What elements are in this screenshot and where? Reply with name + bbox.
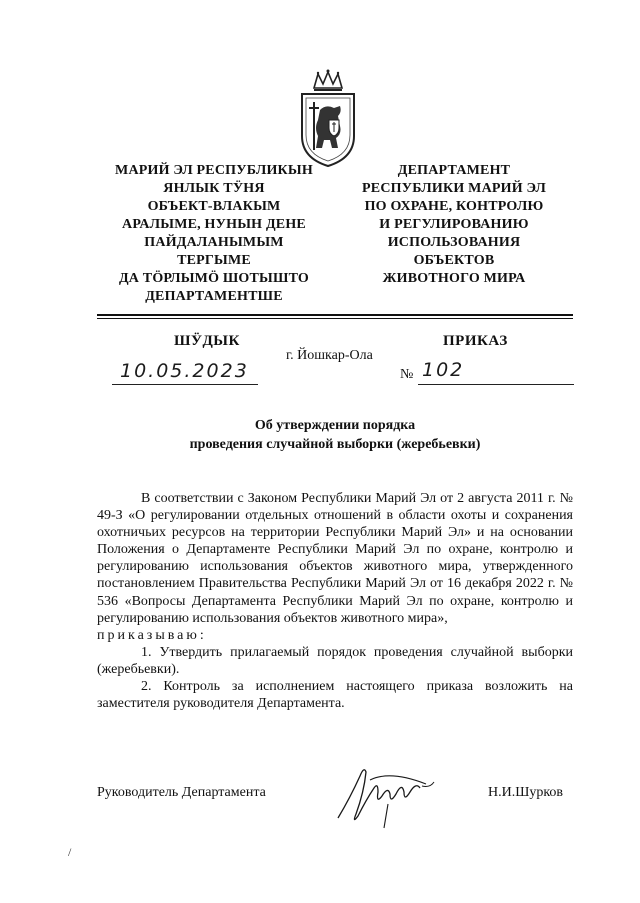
header-left-line: ПАЙДАЛАНЫМЫМ (144, 235, 284, 250)
margin-mark: / (68, 845, 72, 859)
body-item: 1. Утвердить прилагаемый порядок проведения случайной выборки (жеребьевки). (97, 644, 573, 677)
doc-number-sign: № (400, 367, 414, 382)
header-left-line: АРАЛЫМЕ, НУНЫН ДЕНЕ (122, 217, 306, 232)
header-org-name-mari (100, 162, 328, 306)
header-right-line: ДЕПАРТАМЕНТ (397, 163, 511, 178)
signatory-name: Н.И.Шурков (488, 785, 564, 800)
header-divider (97, 314, 573, 316)
header-left-line: МАРИЙ ЭЛ РЕСПУБЛИКЫН (115, 163, 313, 178)
header-right-line: И РЕГУЛИРОВАНИЮ (379, 217, 529, 232)
body-paragraph (97, 490, 573, 644)
header-left-line: ДЕПАРТАМЕНТШЕ (145, 289, 283, 304)
doc-date: 10.05.2023 (120, 360, 249, 382)
doc-kind-local: ШӰДЫК (174, 333, 240, 349)
header-right-line: ЖИВОТНОГО МИРА (382, 271, 526, 286)
header-divider-thin (97, 318, 573, 319)
header-right-line: ПО ОХРАНЕ, КОНТРОЛЮ (364, 199, 544, 214)
header-left-line: ОБЪЕКТ-ВЛАКЫМ (147, 199, 281, 214)
header-org-name-ru (335, 162, 573, 288)
header-right-line: РЕСПУБЛИКИ МАРИЙ ЭЛ (362, 181, 546, 196)
doc-city: г. Йошкар-Ола (286, 348, 373, 363)
doc-date-field (112, 362, 258, 385)
doc-title (160, 416, 510, 454)
doc-number: 102 (422, 359, 465, 381)
doc-title-line: Об утверждении порядка (254, 418, 416, 433)
header-left-line: ТЕРГЫМЕ (177, 253, 251, 268)
header-right-line: ОБЪЕКТОВ (413, 253, 495, 268)
doc-kind-ru: ПРИКАЗ (443, 333, 508, 349)
order-word: приказываю: (97, 627, 207, 643)
doc-title-line: проведения случайной выборки (жеребьевки) (189, 437, 481, 452)
header-left-line: ЯНЛЫК ТӰНЯ (163, 181, 265, 196)
body-item: 2. Контроль за исполнением настоящего приказа возложить на заместителя руководителя Департамента. (97, 679, 573, 712)
header-right-line: ИСПОЛЬЗОВАНИЯ (387, 235, 521, 250)
signatory-title: Руководитель Департамента (97, 785, 266, 800)
doc-number-field (418, 359, 574, 385)
handwritten-signature (330, 758, 440, 830)
body-paragraph-text: В соответствии с Законом Республики Марий Эл от 2 августа 2011 г. № 49-З «О регулировании отдельных отношений в области охоты и сохранения охотничьих ресурсов на территории Республики Марий Эл» и на основании Положения о Департаменте Республики Марий Эл по охране, контролю и регулированию использования объектов животного мира, утвержденного постановлением Правительства Республики Марий Эл от 16 декабря 2022 г. № 536 «Вопросы Департамента Республики Марий Эл по охране, контролю и регулированию использования объектов животного мира», (97, 491, 573, 626)
doc-body (97, 490, 573, 712)
coat-of-arms-icon (296, 68, 360, 168)
header-left-line: ДА ТӦРЛЫМӦ ШОТЫШТО (118, 271, 310, 286)
